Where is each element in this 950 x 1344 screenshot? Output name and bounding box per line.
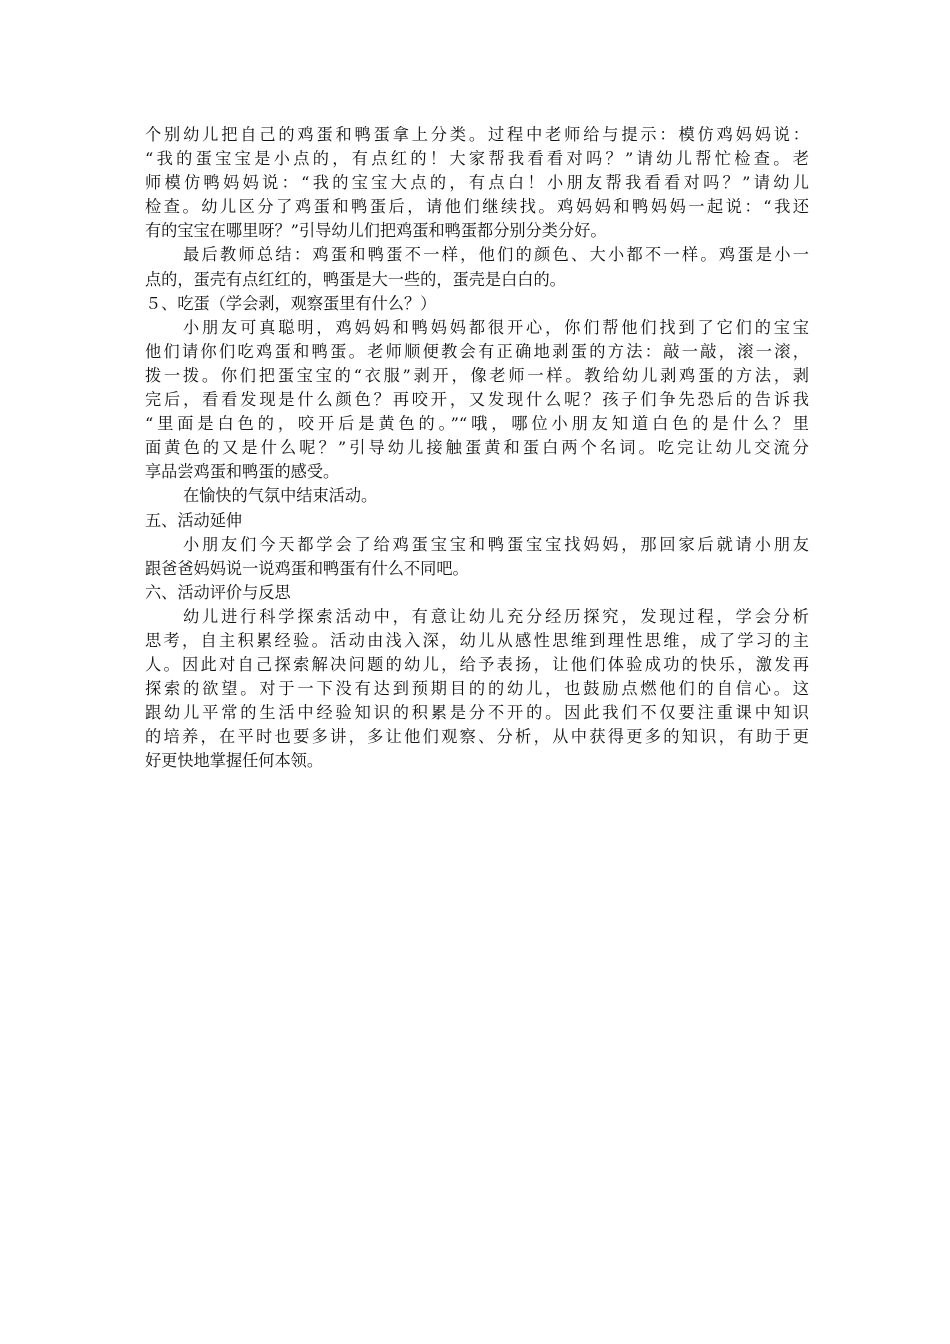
text-line: 探索的欲望。对于一下没有达到预期目的的幼儿，也鼓励点燃他们的自信心。这 [145, 679, 809, 699]
text-line: 跟幼儿平常的生活中经验知识的积累是分不开的。因此我们不仅要注重课中知识 [145, 703, 809, 723]
document-body [145, 123, 809, 774]
text-line: “里面是白色的，咬开后是黄色的。”“哦，哪位小朋友知道白色的是什么？里 [145, 414, 809, 434]
text-line: 完后，看看发现是什么颜色？再咬开，又发现什么呢？孩子们争先恐后的告诉我 [145, 390, 809, 410]
text-line: 小朋友可真聪明，鸡妈妈和鸭妈妈都很开心，你们帮他们找到了它们的宝宝 [183, 317, 809, 337]
text-line: 小朋友们今天都学会了给鸡蛋宝宝和鸭蛋宝宝找妈妈，那回家后就请小朋友 [183, 534, 809, 554]
text-line: 有的宝宝在哪里呀？”引导幼儿们把鸡蛋和鸭蛋都分别分类分好。 [145, 221, 607, 241]
text-line: 师模仿鸭妈妈说：“我的宝宝大点的，有点白！小朋友帮我看看对吗？”请幼儿 [145, 173, 809, 193]
text-line: 人。因此对自己探索解决问题的幼儿，给予表扬，让他们体验成功的快乐，激发再 [145, 655, 809, 675]
text-line: 拨一拨。你们把蛋宝宝的“衣服”剥开，像老师一样。教给幼儿剥鸡蛋的方法，剥 [145, 365, 809, 385]
text-line: 个别幼儿把自己的鸡蛋和鸭蛋拿上分类。过程中老师给与提示：模仿鸡妈妈说： [145, 125, 809, 144]
text-line: 点的，蛋壳有点红红的，鸭蛋是大一些的，蛋壳是白白的。 [145, 269, 566, 289]
section-heading: 五、活动延伸 [145, 510, 243, 530]
section-heading: ５、吃蛋（学会剥，观察蛋里有什么？） [145, 293, 437, 313]
text-line: 好更快地掌握任何本领。 [145, 751, 324, 771]
text-line: 在愉快的气氛中结束活动。 [183, 486, 378, 506]
section-heading: 六、活动评价与反思 [145, 582, 291, 602]
text-line: 思考，自主积累经验。活动由浅入深，幼儿从感性思维到理性思维，成了学习的主 [145, 630, 809, 650]
text-line: 跟爸爸妈妈说一说鸡蛋和鸭蛋有什么不同吧。 [145, 558, 469, 578]
text-line: “我的蛋宝宝是小点的，有点红的！大家帮我看看对吗？”请幼儿帮忙检查。老 [145, 149, 809, 169]
text-line: 检查。幼儿区分了鸡蛋和鸭蛋后，请他们继续找。鸡妈妈和鸭妈妈一起说：“我还 [145, 197, 809, 217]
text-line: 面黄色的又是什么呢？”引导幼儿接触蛋黄和蛋白两个名词。吃完让幼儿交流分 [145, 438, 809, 458]
text-line: 最后教师总结：鸡蛋和鸭蛋不一样，他们的颜色、大小都不一样。鸡蛋是小一 [183, 245, 809, 265]
text-line: 享品尝鸡蛋和鸭蛋的感受。 [145, 462, 340, 482]
text-line: 的培养，在平时也要多讲，多让他们观察、分析，从中获得更多的知识，有助于更 [145, 727, 809, 747]
text-line: 幼儿进行科学探索活动中，有意让幼儿充分经历探究，发现过程，学会分析 [183, 606, 809, 626]
text-line: 他们请你们吃鸡蛋和鸭蛋。老师顺便教会有正确地剥蛋的方法：敲一敲，滚一滚， [145, 341, 809, 361]
